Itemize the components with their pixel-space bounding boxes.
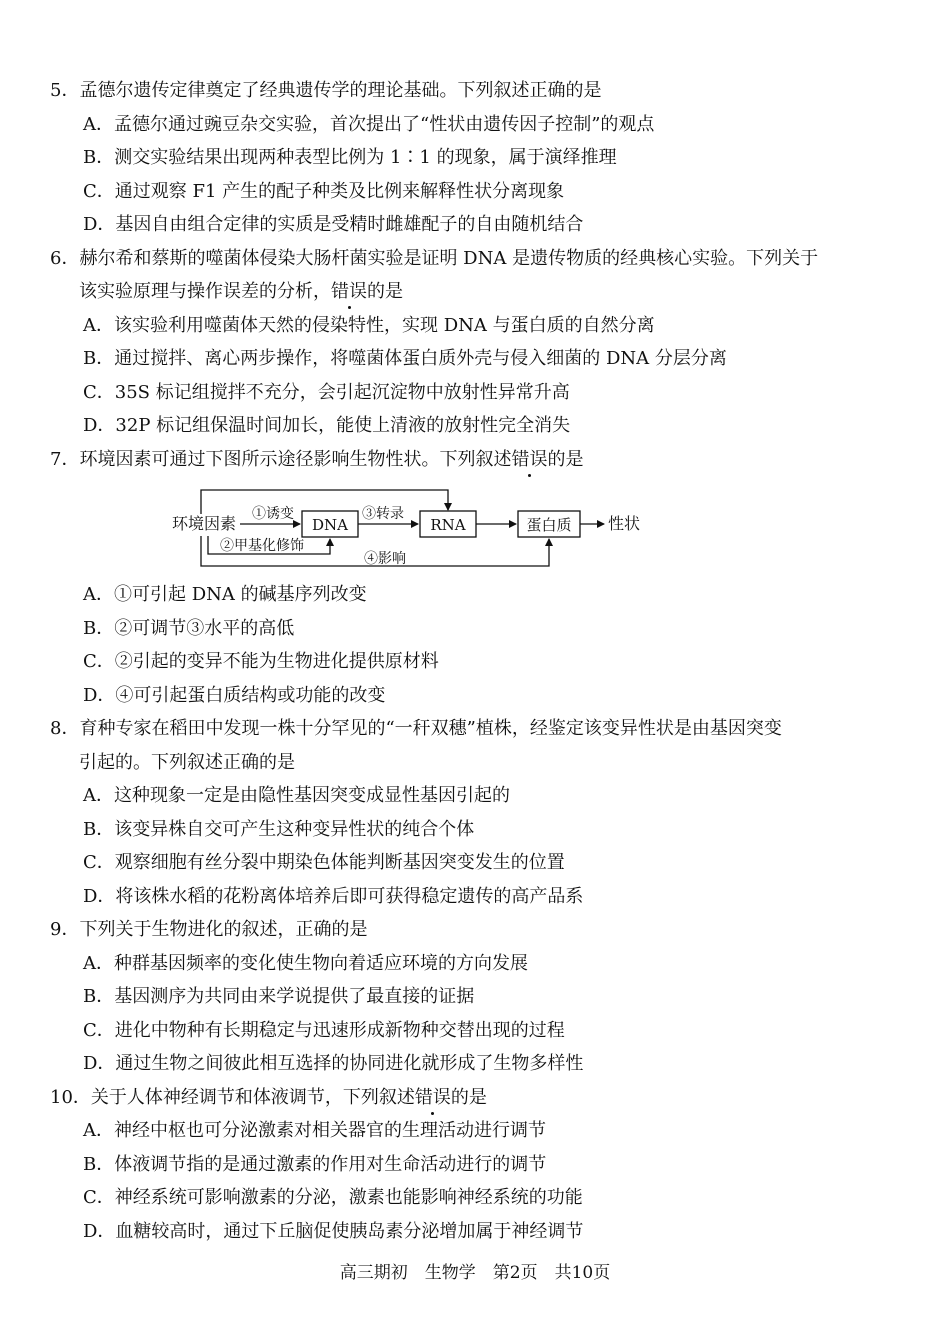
question-7-stem: [50, 448, 583, 472]
q6-option-d: D．32P 标记组保温时间加长，能使上清液的放射性完全消失: [83, 415, 571, 436]
pathway-diagram: [168, 484, 688, 570]
q7-option-b: B．②可调节③水平的高低: [83, 618, 295, 639]
question-text: 该实验原理与操作误差的分析，: [79, 281, 331, 302]
q8-option-c: C．观察细胞有丝分裂中期染色体能判断基因突变发生的位置: [83, 852, 565, 873]
q10-option-d: D．血糖较高时，通过下丘脑促使胰岛素分泌增加属于神经调节: [83, 1221, 584, 1242]
q9-option-d: D．通过生物之间彼此相互选择的协同进化就形成了生物多样性: [83, 1053, 584, 1074]
emphasis-wrong: 错误: [331, 281, 367, 302]
question-text: 育种专家在稻田中发现一株十分罕见的“一秆双穗”植株，经鉴定该变异性状是由基因突变: [79, 718, 782, 739]
question-number: 7．: [50, 449, 80, 470]
question-text: 的是: [547, 449, 584, 470]
q8-option-d: D．将该株水稻的花粉离体培养后即可获得稳定遗传的高产品系: [83, 886, 584, 907]
question-number: 8．: [50, 718, 80, 739]
emphasis-wrong: 错误: [511, 449, 548, 470]
q9-option-c: C．进化中物种有长期稳定与迅速形成新物种交替出现的过程: [83, 1020, 565, 1041]
question-number: 9．: [50, 919, 80, 940]
label-mutation: ①诱变: [252, 506, 294, 522]
question-text: 的是: [367, 281, 403, 302]
q6-option-b: B．通过搅拌、离心两步操作，将噬菌体蛋白质外壳与侵入细菌的 DNA 分层分离: [83, 348, 727, 369]
question-10-stem: [50, 1086, 487, 1110]
page-footer: 高三期初 生物学 第2页 共10页: [339, 1263, 611, 1283]
label-influence: ④影响: [364, 551, 406, 567]
q5-option-c: C．通过观察 F1 产生的配子种类及比例来解释性状分离现象: [83, 181, 565, 202]
question-text: 赫尔希和蔡斯的噬菌体侵染大肠杆菌实验是证明 DNA 是遗传物质的经典核心实验。下列关于: [79, 248, 819, 269]
node-rna: RNA: [430, 516, 466, 534]
q5-option-d: D．基因自由组合定律的实质是受精时雌雄配子的自由随机结合: [83, 214, 584, 235]
question-text: 下列关于生物进化的叙述，正确的是: [79, 919, 368, 940]
question-text: 环境因素可通过下图所示途径影响生物性状。下列叙述: [79, 449, 512, 470]
node-env: 环境因素: [172, 514, 237, 533]
question-text: 孟德尔遗传定律奠定了经典遗传学的理论基础。下列叙述正确的是: [79, 80, 602, 101]
question-5-stem: [50, 79, 601, 103]
q10-option-b: B．体液调节指的是通过激素的作用对生命活动进行的调节: [83, 1154, 547, 1175]
node-dna: DNA: [312, 516, 348, 534]
q8-option-b: B．该变异株自交可产生这种变异性状的纯合个体: [83, 819, 475, 840]
q5-option-a: A．孟德尔通过豌豆杂交实验，首次提出了“性状由遗传因子控制”的观点: [83, 114, 655, 135]
q6-option-c: C．35S 标记组搅拌不充分，会引起沉淀物中放射性异常升高: [83, 382, 570, 403]
question-text: 关于人体神经调节和体液调节，下列叙述: [90, 1087, 415, 1108]
question-6-stem-cont: [79, 280, 403, 304]
q6-option-a: A．该实验利用噬菌体天然的侵染特性，实现 DNA 与蛋白质的自然分离: [83, 315, 655, 336]
question-text: 的是: [450, 1087, 487, 1108]
question-number: 5．: [50, 80, 80, 101]
question-8-stem: [50, 717, 782, 741]
q9-option-b: B．基因测序为共同由来学说提供了最直接的证据: [83, 986, 475, 1007]
question-6-stem: [50, 247, 818, 271]
q7-option-d: D．④可引起蛋白质结构或功能的改变: [83, 685, 386, 706]
q8-option-a: A．这种现象一定是由隐性基因突变成显性基因引起的: [83, 785, 510, 806]
q7-option-a: A．①可引起 DNA 的碱基序列改变: [83, 584, 367, 605]
q10-option-a: A．神经中枢也可分泌激素对相关器官的生理活动进行调节: [83, 1120, 546, 1141]
label-transcription: ③转录: [362, 506, 404, 522]
node-trait: 性状: [608, 514, 641, 533]
q10-option-c: C．神经系统可影响激素的分泌，激素也能影响神经系统的功能: [83, 1187, 583, 1208]
label-methylation: ②甲基化修饰: [220, 538, 304, 554]
q5-option-b: B．测交实验结果出现两种表型比例为 1∶1 的现象，属于演绎推理: [83, 147, 617, 168]
q9-option-a: A．种群基因频率的变化使生物向着适应环境的方向发展: [83, 953, 528, 974]
question-9-stem: [50, 918, 367, 942]
question-number: 6．: [50, 248, 80, 269]
question-number: 10．: [50, 1087, 91, 1108]
question-8-stem-cont: 引起的。下列叙述正确的是: [79, 752, 295, 773]
emphasis-wrong: 错误: [414, 1087, 451, 1108]
q7-option-c: C．②引起的变异不能为生物进化提供原材料: [83, 651, 439, 672]
node-protein: 蛋白质: [526, 516, 572, 534]
